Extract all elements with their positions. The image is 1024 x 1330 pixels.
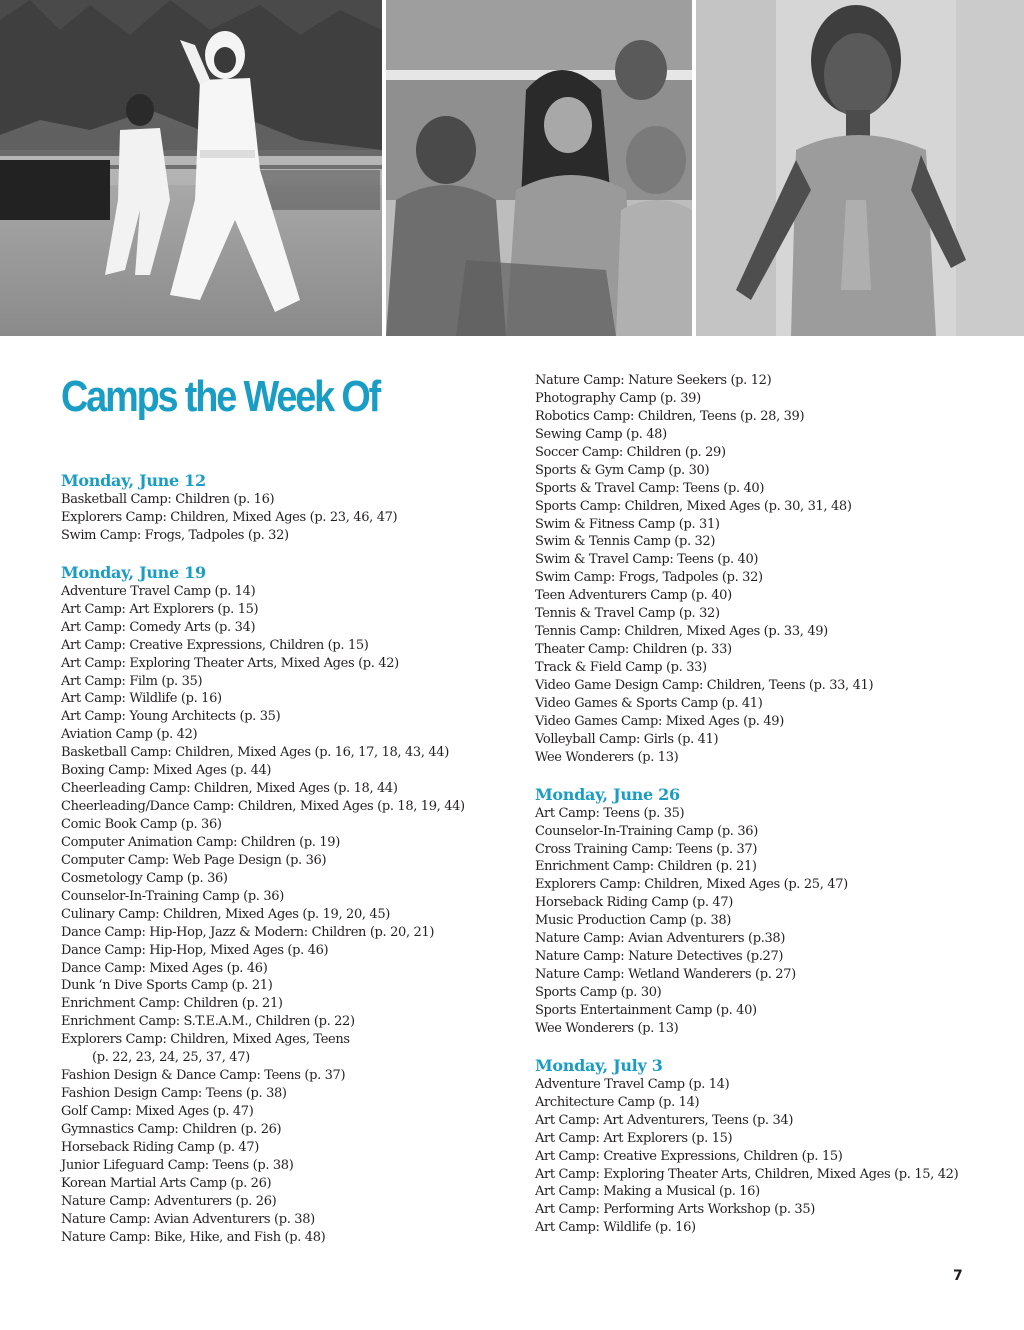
week-section: [535, 1056, 1005, 1237]
week-section-continued: [535, 372, 1005, 767]
camp-entry: Nature Camp: Avian Adventurers (p. 38): [61, 1211, 315, 1227]
camp-entry: Cheerleading Camp: Children, Mixed Ages (p. 18, 44): [61, 781, 398, 797]
camp-entry: Art Camp: Teens (p. 35): [535, 805, 685, 821]
photo-strip: [0, 0, 1024, 336]
camp-entry: Art Camp: Art Explorers (p. 15): [61, 601, 259, 617]
camp-entry: Culinary Camp: Children, Mixed Ages (p. 19, 20, 45): [61, 906, 390, 922]
camp-entry: Art Camp: Making a Musical (p. 16): [535, 1184, 760, 1200]
camp-entry: Nature Camp: Adventurers (p. 26): [61, 1193, 277, 1209]
camp-entry: Golf Camp: Mixed Ages (p. 47): [61, 1104, 254, 1119]
camp-entry: Teen Adventurers Camp (p. 40): [535, 588, 732, 604]
camp-entry: Korean Martial Arts Camp (p. 26): [61, 1175, 272, 1191]
camp-entry: Basketball Camp: Children (p. 16): [61, 492, 275, 507]
camp-entry: Cheerleading/Dance Camp: Children, Mixed Ages (p. 18, 19, 44): [61, 799, 465, 815]
camp-entry: Boxing Camp: Mixed Ages (p. 44): [61, 763, 272, 779]
camp-entry: Nature Camp: Wetland Wanderers (p. 27): [535, 967, 796, 983]
week-section: [535, 785, 1005, 1038]
camp-entry: Cross Training Camp: Teens (p. 37): [535, 841, 758, 857]
camp-entry: Fashion Design Camp: Teens (p. 38): [61, 1086, 287, 1102]
camp-entry: Comic Book Camp (p. 36): [61, 817, 222, 832]
camp-entry-continuation: (p. 22, 23, 24, 25, 37, 47): [92, 1050, 250, 1066]
camp-entry: Computer Camp: Web Page Design (p. 36): [61, 852, 327, 868]
week-heading: Monday, July 3: [535, 1055, 663, 1075]
camp-entry: Sports & Travel Camp: Teens (p. 40): [535, 480, 765, 496]
martial-arts-photo: [0, 0, 382, 336]
camp-entry: Art Camp: Creative Expressions, Children (p. 15): [535, 1148, 843, 1164]
left-column: [61, 471, 511, 1247]
camp-entry: Swim Camp: Frogs, Tadpoles (p. 32): [535, 570, 763, 586]
camp-entry: Tennis & Travel Camp (p. 32): [535, 606, 720, 622]
week-heading: Monday, June 19: [61, 562, 206, 582]
camp-entry: Art Camp: Art Adventurers, Teens (p. 34): [535, 1112, 794, 1128]
page-number: 7: [953, 1268, 963, 1284]
camp-entry: Nature Camp: Avian Adventurers (p.38): [535, 931, 786, 947]
week-section: [61, 471, 511, 545]
page-title: Camps the Week Of: [61, 372, 380, 421]
camp-entry: Art Camp: Comedy Arts (p. 34): [61, 619, 256, 635]
camp-entry: Video Games & Sports Camp (p. 41): [535, 695, 763, 711]
girl-dancing-photo: [696, 0, 1024, 336]
camp-entry: Basketball Camp: Children, Mixed Ages (p. 16, 17, 18, 43, 44): [61, 745, 449, 761]
camp-entry: Sports Camp (p. 30): [535, 985, 662, 1000]
camp-entry: Art Camp: Exploring Theater Arts, Children, Mixed Ages (p. 15, 42): [535, 1166, 959, 1182]
camp-entry: Horseback Riding Camp (p. 47): [535, 895, 733, 911]
camp-entry: Wee Wonderers (p. 13): [535, 749, 679, 765]
camp-entry: Swim & Tennis Camp (p. 32): [535, 534, 716, 550]
camp-entry: Counselor-In-Training Camp (p. 36): [535, 823, 758, 839]
week-heading: Monday, June 12: [61, 471, 206, 490]
camp-entry: Music Production Camp (p. 38): [535, 913, 732, 929]
camp-entry: Adventure Travel Camp (p. 14): [61, 583, 256, 599]
camp-entry: Nature Camp: Nature Detectives (p.27): [535, 949, 784, 965]
camp-entry: Photography Camp (p. 39): [535, 390, 701, 406]
week-section: [61, 563, 511, 1247]
camp-entry: Horseback Riding Camp (p. 47): [61, 1139, 259, 1155]
week-heading: Monday, June 26: [535, 784, 680, 804]
right-column: [535, 372, 1005, 1237]
camp-entry: Fashion Design & Dance Camp: Teens (p. 37): [61, 1068, 346, 1084]
camp-entry: Art Camp: Wildlife (p. 16): [61, 691, 222, 707]
camp-entry: Dance Camp: Hip-Hop, Jazz & Modern: Children (p. 20, 21): [61, 924, 435, 940]
camp-entry: Wee Wonderers (p. 13): [535, 1020, 679, 1036]
camp-entry: Video Games Camp: Mixed Ages (p. 49): [535, 713, 784, 729]
camp-entry: Enrichment Camp: Children (p. 21): [535, 859, 757, 875]
teens-laughing-photo: [386, 0, 692, 336]
camp-entry: Track & Field Camp (p. 33): [535, 660, 707, 675]
camp-entry: Explorers Camp: Children, Mixed Ages, Teens: [61, 1032, 350, 1048]
camp-entry: Aviation Camp (p. 42): [61, 727, 198, 743]
camp-entry: Enrichment Camp: Children (p. 21): [61, 996, 283, 1012]
camp-entry: Sewing Camp (p. 48): [535, 426, 667, 442]
camp-entry: Volleyball Camp: Girls (p. 41): [535, 731, 719, 747]
camp-entry: Nature Camp: Bike, Hike, and Fish (p. 48): [61, 1229, 326, 1245]
camp-entry: Sports Entertainment Camp (p. 40): [535, 1002, 757, 1018]
camp-entry: Tennis Camp: Children, Mixed Ages (p. 33, 49): [535, 624, 828, 640]
camp-entry: Dunk ‘n Dive Sports Camp (p. 21): [61, 978, 273, 994]
camp-entry: Computer Animation Camp: Children (p. 19): [61, 834, 340, 850]
camp-entry: Art Camp: Young Architects (p. 35): [61, 709, 281, 725]
camp-entry: Art Camp: Art Explorers (p. 15): [535, 1130, 733, 1146]
camp-entry: Video Game Design Camp: Children, Teens (p. 33, 41): [535, 677, 874, 693]
camp-entry: Enrichment Camp: S.T.E.A.M., Children (p. 22): [61, 1014, 355, 1030]
camp-entry: Explorers Camp: Children, Mixed Ages (p. 25, 47): [535, 877, 848, 893]
camp-entry: Dance Camp: Hip-Hop, Mixed Ages (p. 46): [61, 942, 329, 958]
camp-entry: Sports Camp: Children, Mixed Ages (p. 30, 31, 48): [535, 498, 852, 514]
camp-entry: Art Camp: Creative Expressions, Children (p. 15): [61, 637, 369, 653]
camp-entry: Architecture Camp (p. 14): [535, 1094, 700, 1110]
camp-entry: Art Camp: Performing Arts Workshop (p. 35): [535, 1202, 815, 1218]
camp-entry: Gymnastics Camp: Children (p. 26): [61, 1121, 282, 1137]
camp-entry: Art Camp: Film (p. 35): [61, 673, 203, 689]
camp-entry: Swim & Fitness Camp (p. 31): [535, 516, 720, 532]
camp-entry: Soccer Camp: Children (p. 29): [535, 444, 726, 460]
camp-entry: Swim Camp: Frogs, Tadpoles (p. 32): [61, 527, 289, 543]
camp-entry: Counselor-In-Training Camp (p. 36): [61, 888, 284, 904]
camp-entry: Adventure Travel Camp (p. 14): [535, 1076, 730, 1092]
camp-entry: Sports & Gym Camp (p. 30): [535, 462, 710, 478]
camp-entry: Swim & Travel Camp: Teens (p. 40): [535, 552, 759, 568]
camp-entry: Cosmetology Camp (p. 36): [61, 870, 228, 886]
camp-entry: Dance Camp: Mixed Ages (p. 46): [61, 960, 268, 976]
camp-entry: Nature Camp: Nature Seekers (p. 12): [535, 373, 772, 388]
camp-entry: Junior Lifeguard Camp: Teens (p. 38): [61, 1157, 294, 1173]
camp-entry: Art Camp: Exploring Theater Arts, Mixed Ages (p. 42): [61, 655, 399, 671]
camp-entry: Robotics Camp: Children, Teens (p. 28, 39): [535, 408, 805, 424]
camp-entry: Art Camp: Wildlife (p. 16): [535, 1220, 696, 1236]
camp-entry: Theater Camp: Children (p. 33): [535, 642, 732, 658]
camp-entry: Explorers Camp: Children, Mixed Ages (p. 23, 46, 47): [61, 509, 398, 525]
